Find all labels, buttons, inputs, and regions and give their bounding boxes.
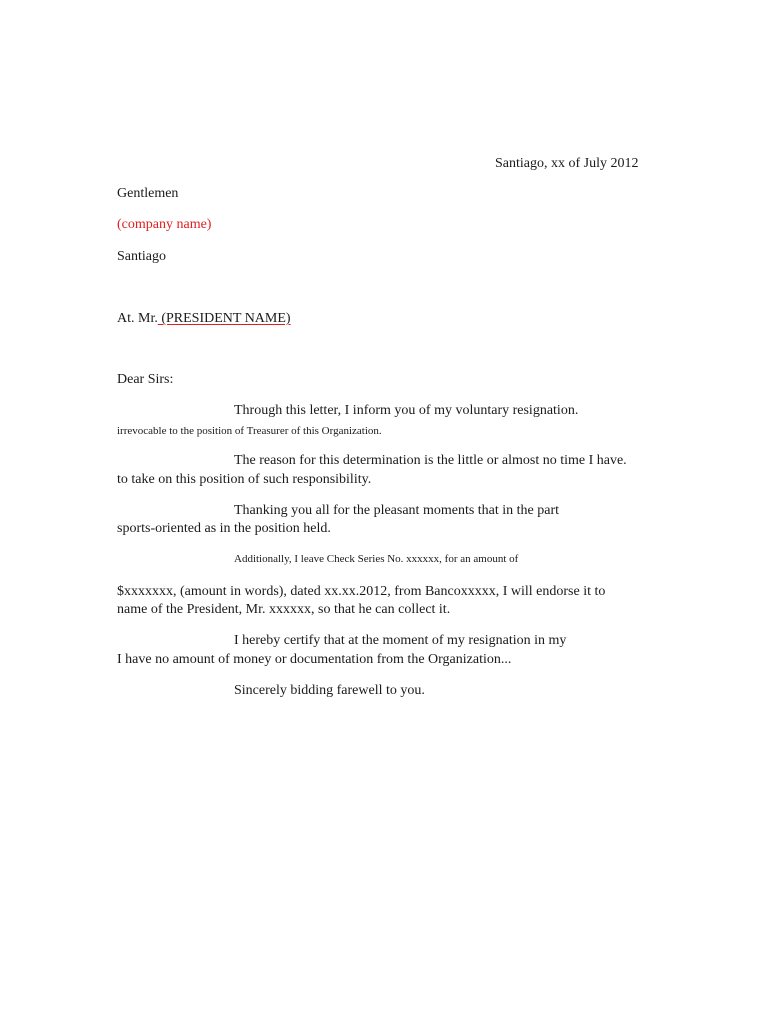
- attention-name: (PRESIDENT NAME): [157, 311, 291, 326]
- paragraph-3-line-1: Thanking you all for the pleasant moments that in the part: [234, 503, 560, 518]
- paragraph-2-line-1: The reason for this determination is the little or almost no time I have.: [234, 453, 627, 468]
- date-line: Santiago, xx of July 2012: [495, 156, 639, 171]
- attention-line: [117, 311, 291, 327]
- paragraph-6-line-1: Sincerely bidding farewell to you.: [234, 683, 425, 698]
- paragraph-3-line-2: sports-oriented as in the position held.: [117, 521, 331, 536]
- paragraph-1-line-1: Through this letter, I inform you of my voluntary resignation.: [234, 403, 579, 418]
- recipient-company: (company name): [117, 217, 212, 232]
- paragraph-5-line-1: I hereby certify that at the moment of my resignation in my: [234, 633, 567, 648]
- paragraph-5-line-2: I have no amount of money or documentation from the Organization...: [117, 652, 512, 667]
- paragraph-2-line-2: to take on this position of such responsibility.: [117, 472, 372, 487]
- paragraph-4-line-3: name of the President, Mr. xxxxxx, so that he can collect it.: [117, 602, 451, 617]
- recipient-salutation: Gentlemen: [117, 186, 179, 201]
- paragraph-4-line-2: $xxxxxxx, (amount in words), dated xx.xx.2012, from Bancoxxxxx, I will endorse it to: [117, 584, 606, 599]
- greeting: Dear Sirs:: [117, 372, 174, 387]
- attention-prefix: At. Mr.: [117, 311, 158, 326]
- paragraph-1-line-2: irrevocable to the position of Treasurer of this Organization.: [117, 425, 382, 437]
- paragraph-4-line-1: Additionally, I leave Check Series No. xxxxxx, for an amount of: [234, 553, 519, 565]
- recipient-city: Santiago: [117, 249, 166, 264]
